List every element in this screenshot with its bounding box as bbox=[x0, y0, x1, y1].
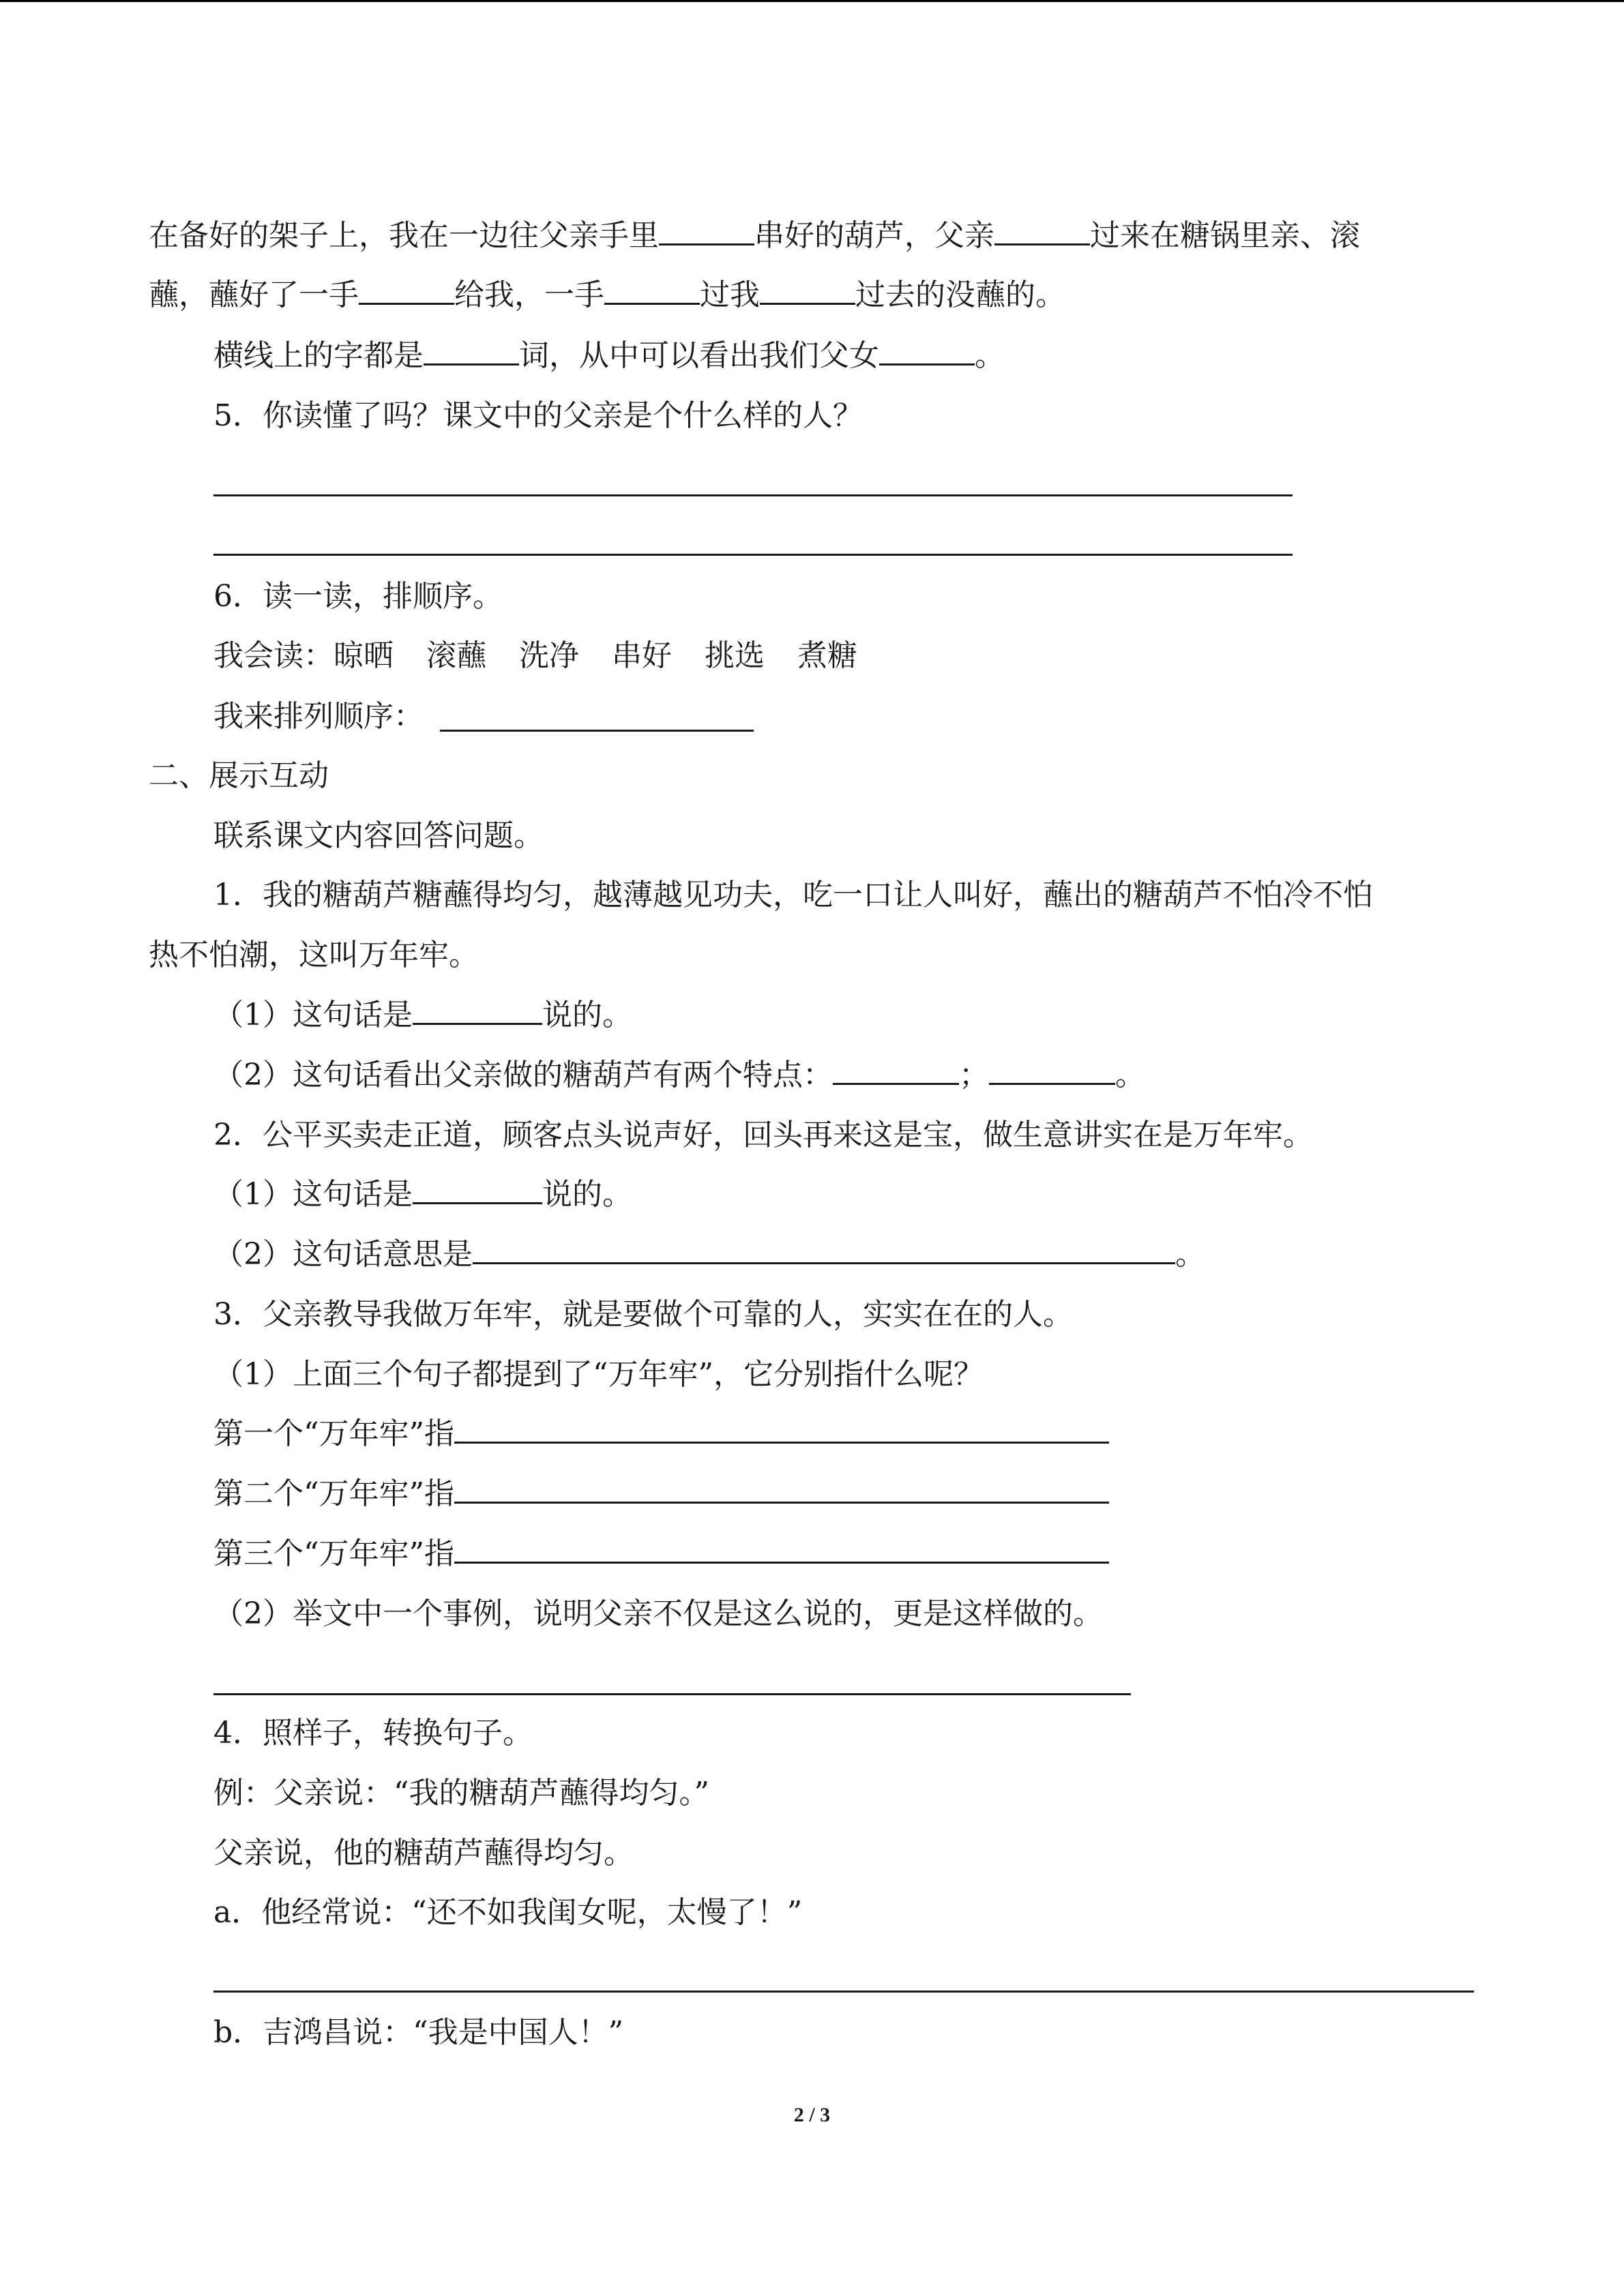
s2-q3-second bbox=[213, 1474, 1109, 1515]
s2-q4-a: a．他经常说：“还不如我闺女呢，太慢了！” bbox=[213, 1895, 803, 1930]
s2-q2-line: 2．公平买卖走正道，顾客点头说声好，回头再来这是宝，做生意讲实在是万年牢。 bbox=[213, 1118, 1313, 1152]
fill-blank[interactable] bbox=[659, 216, 754, 245]
text: 过去的没蘸的。 bbox=[855, 278, 1065, 312]
fill-blank[interactable] bbox=[879, 336, 975, 366]
text: 给我，一手 bbox=[454, 278, 604, 312]
fill-blank[interactable] bbox=[604, 275, 700, 305]
word: 滚蘸 bbox=[426, 638, 486, 673]
fill-blank[interactable] bbox=[413, 996, 542, 1025]
fill-blank[interactable] bbox=[473, 1235, 1175, 1264]
s2-q3-third bbox=[213, 1534, 1109, 1575]
section-intro: 联系课文内容回答问题。 bbox=[213, 818, 544, 853]
text: 第三个“万年牢”指 bbox=[213, 1536, 454, 1571]
fill-blank[interactable] bbox=[454, 1534, 1109, 1564]
text: 。 bbox=[1175, 1237, 1205, 1272]
word: 串好 bbox=[612, 638, 672, 673]
s2-q4-title: 4．照样子，转换句子。 bbox=[213, 1716, 533, 1750]
answer-line[interactable] bbox=[213, 494, 1293, 496]
text: 过来在糖锅里亲、滚 bbox=[1090, 218, 1360, 253]
q4-text-line3 bbox=[213, 336, 1005, 376]
fill-blank[interactable] bbox=[989, 1056, 1115, 1085]
text: 蘸，蘸好了一手 bbox=[149, 278, 359, 312]
word: 晾晒 bbox=[334, 638, 394, 673]
text: 说的。 bbox=[542, 998, 632, 1032]
s2-q3-sub1: （1）上面三个句子都提到了“万年牢”，它分别指什么呢？ bbox=[213, 1357, 984, 1392]
text: （1）这句话是 bbox=[213, 1177, 413, 1212]
text: 词，从中可以看出我们父女 bbox=[519, 338, 879, 373]
text: 。 bbox=[1115, 1058, 1145, 1092]
answer-line[interactable] bbox=[213, 554, 1293, 556]
q6-order-label: 我来排列顺序： bbox=[213, 699, 424, 734]
text: 串好的葫芦，父亲 bbox=[754, 218, 994, 253]
q6-title: 6．读一读，排顺序。 bbox=[213, 579, 503, 614]
text: ； bbox=[959, 1058, 989, 1092]
fill-blank[interactable] bbox=[413, 1175, 542, 1204]
text: 。 bbox=[975, 338, 1005, 373]
text: （2）这句话看出父亲做的糖葫芦有两个特点： bbox=[213, 1058, 833, 1092]
s2-q4-example-answer: 父亲说，他的糖葫芦蘸得均匀。 bbox=[213, 1836, 634, 1870]
fill-blank[interactable] bbox=[994, 216, 1090, 245]
fill-blank[interactable] bbox=[454, 1414, 1109, 1444]
text: （2）这句话意思是 bbox=[213, 1237, 473, 1272]
s2-q4-b: b．吉鸿昌说：“我是中国人！” bbox=[213, 2015, 624, 2050]
s2-q1-sub2 bbox=[213, 1055, 1145, 1096]
s2-q1-line2: 热不怕潮，这叫万年牢。 bbox=[149, 938, 479, 972]
text: 第二个“万年牢”指 bbox=[213, 1476, 454, 1511]
text: 说的。 bbox=[542, 1177, 632, 1212]
word: 洗净 bbox=[519, 638, 579, 673]
fill-blank[interactable] bbox=[424, 336, 519, 366]
answer-line[interactable] bbox=[213, 1991, 1474, 1993]
fill-blank[interactable] bbox=[833, 1056, 959, 1085]
section-heading: 二、展示互动 bbox=[149, 758, 329, 793]
s2-q3-line: 3．父亲教导我做万年牢，就是要做个可靠的人，实实在在的人。 bbox=[213, 1297, 1073, 1332]
word: 挑选 bbox=[705, 638, 765, 673]
text: 横线上的字都是 bbox=[213, 338, 424, 373]
order-answer-line[interactable] bbox=[440, 730, 754, 732]
word: 煮糖 bbox=[797, 638, 857, 673]
q6-read-line bbox=[213, 636, 857, 676]
q4-text-line2 bbox=[149, 275, 1065, 316]
s2-q3-sub2: （2）举文中一个事例，说明父亲不仅是这么说的，更是这样做的。 bbox=[213, 1596, 1103, 1631]
text: 在备好的架子上，我在一边往父亲手里 bbox=[149, 218, 659, 253]
s2-q1-line1: 1．我的糖葫芦糖蘸得均匀，越薄越见功夫，吃一口让人叫好，蘸出的糖葫芦不怕冷不怕 bbox=[213, 878, 1373, 912]
text: 第一个“万年牢”指 bbox=[213, 1416, 454, 1451]
fill-blank[interactable] bbox=[760, 275, 855, 305]
s2-q4-example: 例：父亲说：“我的糖葫芦蘸得均匀。” bbox=[213, 1776, 709, 1810]
read-label: 我会读： bbox=[213, 638, 334, 673]
q5-prompt: 5．你读懂了吗？课文中的父亲是个什么样的人？ bbox=[213, 398, 863, 433]
page-number: 2 / 3 bbox=[793, 2104, 831, 2126]
page-top-border bbox=[0, 0, 1624, 2]
text: 过我 bbox=[700, 278, 760, 312]
fill-blank[interactable] bbox=[359, 275, 454, 305]
s2-q2-sub1 bbox=[213, 1174, 632, 1215]
fill-blank[interactable] bbox=[454, 1474, 1109, 1504]
s2-q3-first bbox=[213, 1414, 1109, 1455]
s2-q2-sub2 bbox=[213, 1234, 1205, 1275]
s2-q1-sub1 bbox=[213, 995, 632, 1036]
q4-text-line1 bbox=[149, 215, 1360, 256]
answer-line[interactable] bbox=[213, 1693, 1131, 1695]
text: （1）这句话是 bbox=[213, 998, 413, 1032]
